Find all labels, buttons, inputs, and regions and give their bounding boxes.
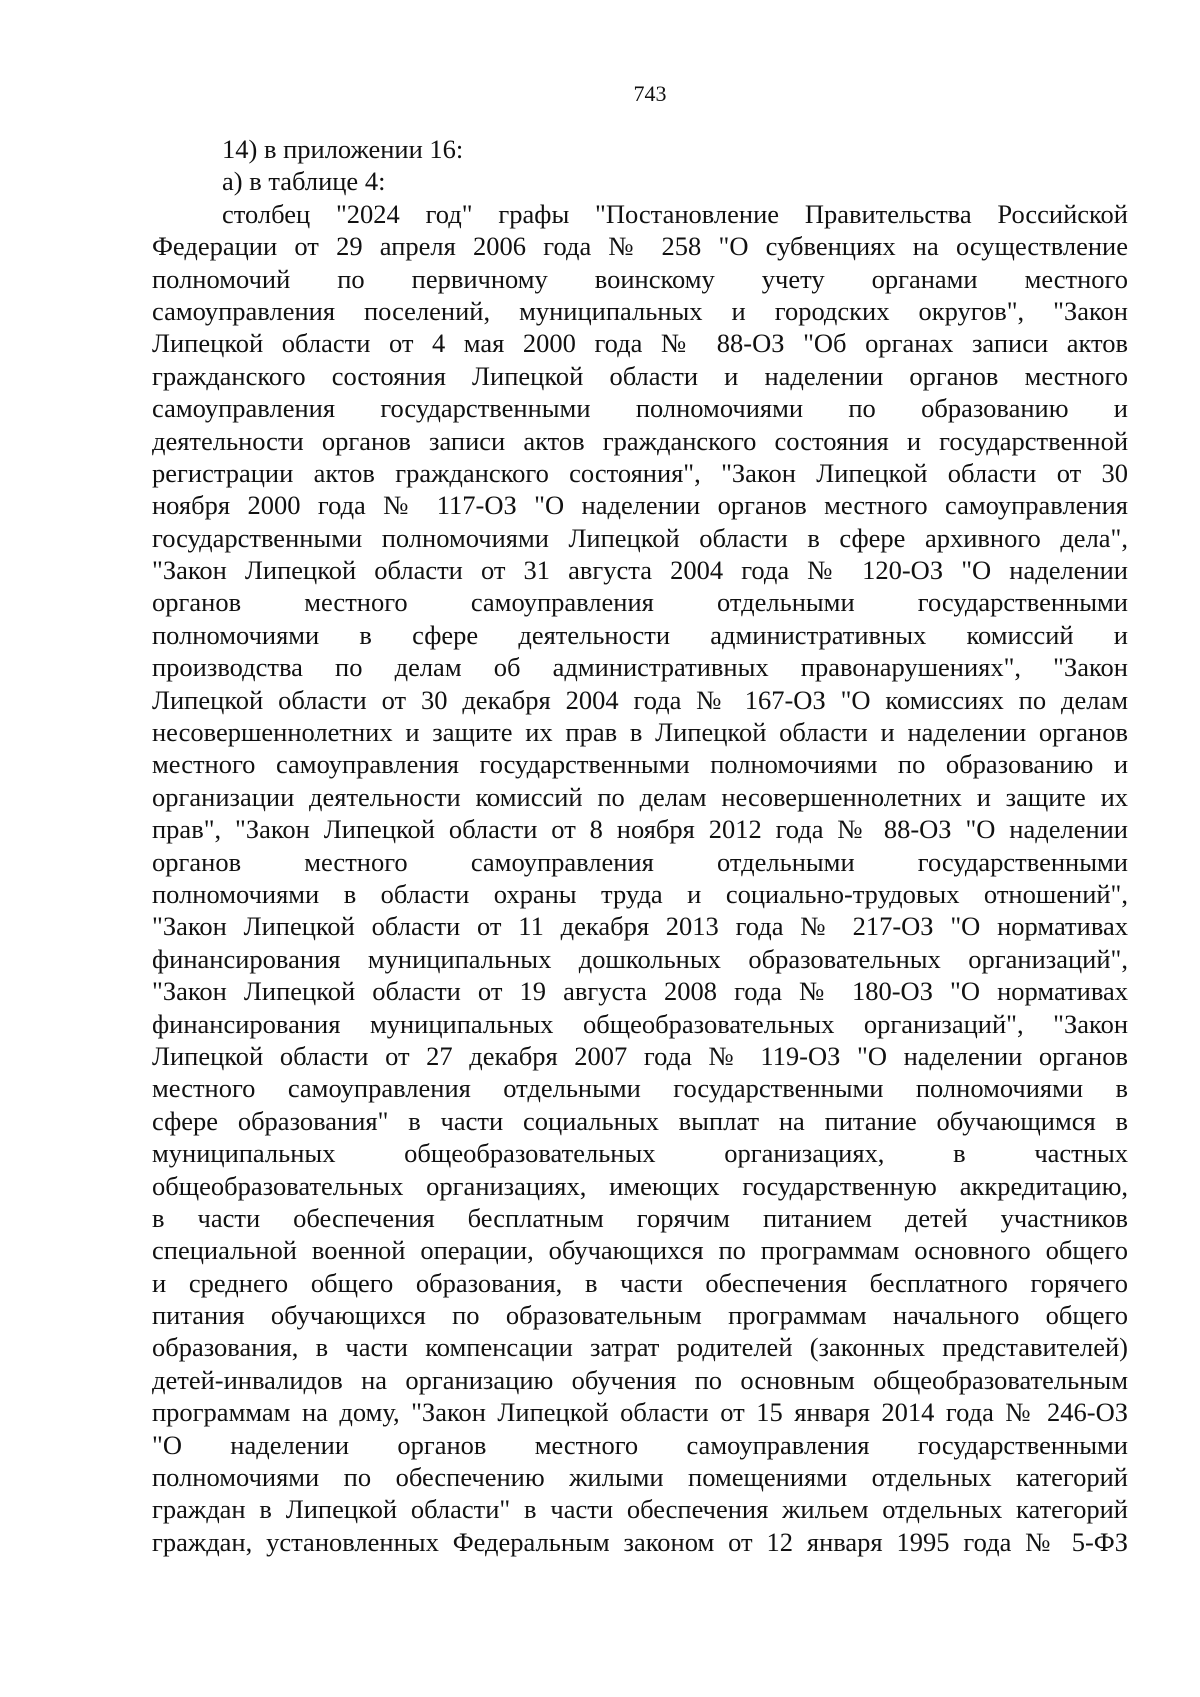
text-line: ноября 2000 года № 117-ОЗ "О наделении органов местного самоуправления — [152, 490, 1128, 521]
text-line: общеобразовательных организациях, имеющих государственную аккредитацию, — [152, 1170, 1128, 1201]
text-line: производства по делам об административных правонарушениях", "Закон — [152, 652, 1128, 683]
text-line: финансирования муниципальных дошкольных образовательных организаций", — [152, 943, 1128, 974]
text-line: Липецкой области от 27 декабря 2007 года № 119-ОЗ "О наделении органов — [152, 1040, 1128, 1071]
text-line: а) в таблице 4: — [222, 166, 386, 197]
text-line: полномочиями в сфере деятельности административных комиссий и — [152, 619, 1128, 650]
text-line: детей-инвалидов на организацию обучения по основным общеобразовательным — [152, 1364, 1128, 1395]
text-line: столбец "2024 год" графы "Постановление Правительства Российской — [222, 198, 1128, 229]
text-line: 14) в приложении 16: — [222, 134, 464, 164]
text-line: сфере образования" в части социальных выплат на питание обучающимся в — [152, 1105, 1128, 1136]
text-line: полномочий по первичному воинскому учету органами местного — [152, 263, 1128, 294]
text-line: в части обеспечения бесплатным горячим питанием детей участников — [152, 1202, 1128, 1233]
text-line: органов местного самоуправления отдельными государственными — [152, 846, 1128, 877]
text-line: местного самоуправления отдельными государственными полномочиями в — [152, 1073, 1128, 1104]
text-line: граждан в Липецкой области" в части обеспечения жильем отдельных категорий — [152, 1494, 1128, 1525]
text-line: "Закон Липецкой области от 19 августа 2008 года № 180-ОЗ "О нормативах — [152, 976, 1128, 1007]
text-line: гражданского состояния Липецкой области и наделении органов местного — [152, 360, 1128, 391]
text-line: несовершеннолетних и защите их прав в Липецкой области и наделении органов — [152, 717, 1128, 748]
body-text — [152, 133, 1128, 1558]
page-number: 743 — [633, 81, 667, 106]
text-line: регистрации актов гражданского состояния", "Закон Липецкой области от 30 — [152, 457, 1128, 488]
text-line: муниципальных общеобразовательных организациях, в частных — [152, 1138, 1128, 1169]
text-line: полномочиями в области охраны труда и социально-трудовых отношений", — [152, 878, 1128, 909]
text-line: Липецкой области от 4 мая 2000 года № 88-ОЗ "Об органах записи актов — [152, 328, 1128, 359]
text-line: местного самоуправления государственными полномочиями по образованию и — [152, 749, 1128, 780]
text-line: организации деятельности комиссий по делам несовершеннолетних и защите их — [152, 781, 1128, 812]
text-line: финансирования муниципальных общеобразовательных организаций", "Закон — [152, 1008, 1128, 1039]
text-line: государственными полномочиями Липецкой области в сфере архивного дела", — [152, 522, 1128, 553]
text-line: полномочиями по обеспечению жилыми помещениями отдельных категорий — [152, 1462, 1128, 1493]
text-line: "О наделении органов местного самоуправления государственными — [152, 1429, 1128, 1460]
text-line: "Закон Липецкой области от 11 декабря 2013 года № 217-ОЗ "О нормативах — [152, 911, 1128, 942]
text-line: программам на дому, "Закон Липецкой области от 15 января 2014 года № 246-ОЗ — [152, 1397, 1128, 1428]
text-line: Липецкой области от 30 декабря 2004 года № 167-ОЗ "О комиссиях по делам — [152, 684, 1128, 715]
text-line: самоуправления государственными полномочиями по образованию и — [152, 393, 1128, 424]
text-line: "Закон Липецкой области от 31 августа 2004 года № 120-ОЗ "О наделении — [152, 555, 1128, 586]
text-line: граждан, установленных Федеральным законом от 12 января 1995 года № 5-ФЗ — [152, 1526, 1128, 1557]
text-line: образования, в части компенсации затрат родителей (законных представителей) — [152, 1332, 1128, 1363]
text-line: питания обучающихся по образовательным программам начального общего — [152, 1300, 1128, 1331]
text-line: органов местного самоуправления отдельными государственными — [152, 587, 1128, 618]
text-line: специальной военной операции, обучающихся по программам основного общего — [152, 1235, 1128, 1266]
text-line: и среднего общего образования, в части обеспечения бесплатного горячего — [152, 1267, 1128, 1298]
text-line: Федерации от 29 апреля 2006 года № 258 "О субвенциях на осуществление — [152, 231, 1128, 262]
text-line: прав", "Закон Липецкой области от 8 ноября 2012 года № 88-ОЗ "О наделении — [152, 814, 1128, 845]
text-line: деятельности органов записи актов гражданского состояния и государственной — [152, 425, 1128, 456]
text-line: самоуправления поселений, муниципальных и городских округов", "Закон — [152, 295, 1128, 326]
